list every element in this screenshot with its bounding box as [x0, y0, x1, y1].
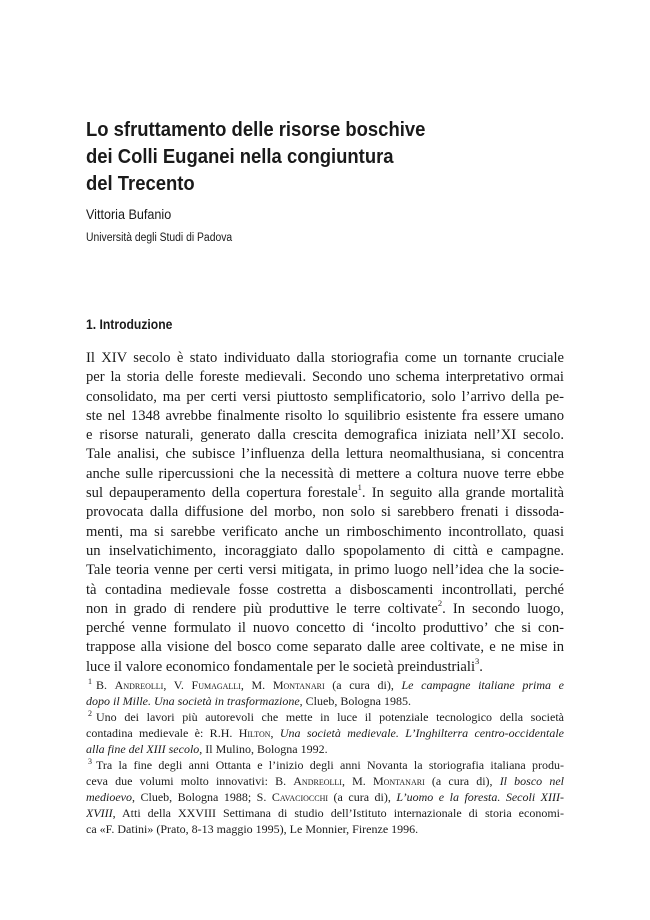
body-line: ste nel 1348 avrebbe finalmente risolto lo squilibrio esistente fra essere umano [86, 407, 564, 424]
footnote-line [86, 757, 564, 773]
body-line: Il XIV secolo è stato individuato dalla storiografia come un tornante cruciale [86, 350, 564, 366]
body-line: trappose alla visione del bosco come separato dalle aree coltivate, e ne mise in [86, 639, 564, 656]
body-line: consolidato, ma per certi versi piuttosto semplificatorio, solo l’arrivo della pe- [86, 388, 564, 405]
body-text-segment: sul depauperamento della copertura forestale [86, 485, 358, 502]
footnote-text-segment: medioevo [86, 790, 132, 804]
body-line: menti, ma si sarebbe verificato anche un rimboschimento incontrollato, quasi [86, 523, 564, 540]
footnote-line [86, 741, 564, 757]
section-heading: 1. Introduzione [86, 317, 173, 332]
article-title [86, 116, 518, 197]
footnote-text-segment: Uno dei lavori più autorevoli che mette in luce il potenziale tecnologico della società [96, 710, 564, 724]
footnote-text-segment: (a cura di), [324, 678, 402, 692]
body-line: per la storia delle foreste medievali. Secondo uno schema interpretativo ormai [86, 369, 564, 386]
footnote-text-segment: Il bosco nel [499, 774, 564, 788]
body-text-segment: . [479, 658, 483, 675]
author-affiliation: Università degli Studi di Padova [86, 232, 233, 244]
footnote-text-segment: Una società medievale. L’Inghilterra centro-occidentale [279, 726, 564, 740]
footnote-text-segment: L’uomo e la foresta. Secoli XIII- [396, 790, 564, 804]
body-text-segment: In seguito alla grande mortalità [365, 485, 564, 502]
footnote-ref[interactable]: 1 [357, 484, 362, 493]
footnote-text-segment: ca «F. Datini» (Prato, 8-13 maggio 1995), Le Monnier, Firenze 1996. [86, 822, 419, 836]
footnote-line [86, 773, 564, 789]
body-line: e risorse naturali, generato dalla crescita demografica iniziata nell’XI secolo. [86, 427, 564, 444]
footnote-line [86, 821, 564, 837]
footnote-text-segment: (a cura di), [424, 774, 500, 788]
footnote [86, 709, 564, 757]
body-text-segment: non in grado di rendere più produttive le terre coltivate [86, 600, 438, 617]
footnote-text-segment: Tra la fine degli anni Ottanta e l’inizio degli anni Novanta la storiografia italiana produ- [96, 758, 564, 772]
footnote-text-segment: , V. [163, 678, 192, 692]
body-line: un inselvatichimento, incoraggiato dallo spopolamento di città e campagne. [86, 542, 564, 559]
body-line: anche sulle ripercussioni che la necessità di mettere a coltura nuove terre ebbe [86, 465, 564, 482]
footnote-text-segment: Andreolli [293, 774, 342, 788]
footnote-text-segment: , M. [341, 774, 373, 788]
footnote-ref[interactable]: 2 [437, 599, 443, 608]
footnote-text-segment: (a cura di), [328, 790, 397, 804]
body-line [86, 658, 564, 677]
footnote-text-segment: ceva due volumi molto innovativi: B. [86, 774, 294, 788]
footnote [86, 757, 564, 837]
footnote-text-segment: dopo il Mille. Una società in trasformazione [86, 694, 300, 708]
footnote-text-segment: Andreolli [114, 678, 164, 692]
body-line: Tale teoria venne per certi versi mitigata, in primo luogo nell’idea che la socie- [86, 562, 564, 579]
author-name: Vittoria Bufanio [86, 206, 172, 222]
footnote-text-segment: , [270, 726, 280, 740]
body-text-segment: . [361, 485, 366, 502]
body-line: Tale analisi, che subisce l’influenza della lettura neomalthusiana, si concentra [86, 446, 564, 463]
footnote-text-segment: Montanari [372, 774, 425, 788]
footnote-text-segment: Fumagalli [191, 678, 241, 692]
footnote-text-segment: Cavaciocchi [271, 790, 329, 804]
footnote-line [86, 709, 564, 725]
footnotes-section [86, 677, 564, 837]
footnote-text-segment: B. [96, 678, 115, 692]
title-line: dei Colli Euganei nella congiuntura [86, 145, 394, 168]
body-line: tà contadina medievale fosse costretta a disboscamenti incontrollati, perché [86, 581, 564, 598]
footnote-line [86, 693, 564, 709]
body-paragraph [86, 349, 564, 677]
footnote-text-segment: , Atti della XXVIII Settimana di studio dell’Istituto internazionale di storia economi- [112, 806, 564, 820]
footnote-text-segment: contadina medievale è: R.H. [86, 726, 239, 740]
footnote-ref[interactable]: 3 [475, 657, 480, 666]
footnote-text-segment: alla fine del XIII secolo [86, 742, 200, 756]
body-line: perché venne formulato il nuovo concetto di ‘incolto produttivo’ che si con- [86, 620, 564, 637]
body-text-segment: luce il valore economico fondamentale per le società preindustriali [86, 658, 476, 675]
footnote [86, 677, 564, 709]
body-text-segment: . [442, 600, 446, 617]
body-line: provocata dalla diffusione del morbo, non solo si sarebbero frenati i dissoda- [86, 504, 564, 521]
body-line [86, 600, 564, 619]
title-line: Lo sfruttamento delle risorse boschive [86, 118, 426, 141]
footnote-text-segment: XVIII [86, 806, 113, 820]
footnote-text-segment: , M. [240, 678, 273, 692]
footnote-text-segment: , Clueb, Bologna 1985. [299, 694, 411, 708]
title-line: del Trecento [86, 172, 195, 195]
footnote-number: 1 [88, 677, 92, 686]
footnote-line [86, 805, 564, 821]
body-text-segment: In secondo luogo, [445, 600, 564, 617]
footnote-text-segment: , Il Mulino, Bologna 1992. [199, 742, 328, 756]
footnote-line [86, 789, 564, 805]
footnote-line [86, 725, 564, 741]
footnote-text-segment: Le campagne italiane prima e [401, 678, 564, 692]
footnote-number: 3 [88, 757, 92, 766]
footnote-text-segment: Hilton [238, 726, 271, 740]
footnote-text-segment: , Clueb, Bologna 1988; S. [131, 790, 272, 804]
footnote-text-segment: Montanari [272, 678, 325, 692]
body-line [86, 484, 564, 503]
footnote-line [86, 677, 564, 693]
footnote-number: 2 [88, 709, 92, 718]
